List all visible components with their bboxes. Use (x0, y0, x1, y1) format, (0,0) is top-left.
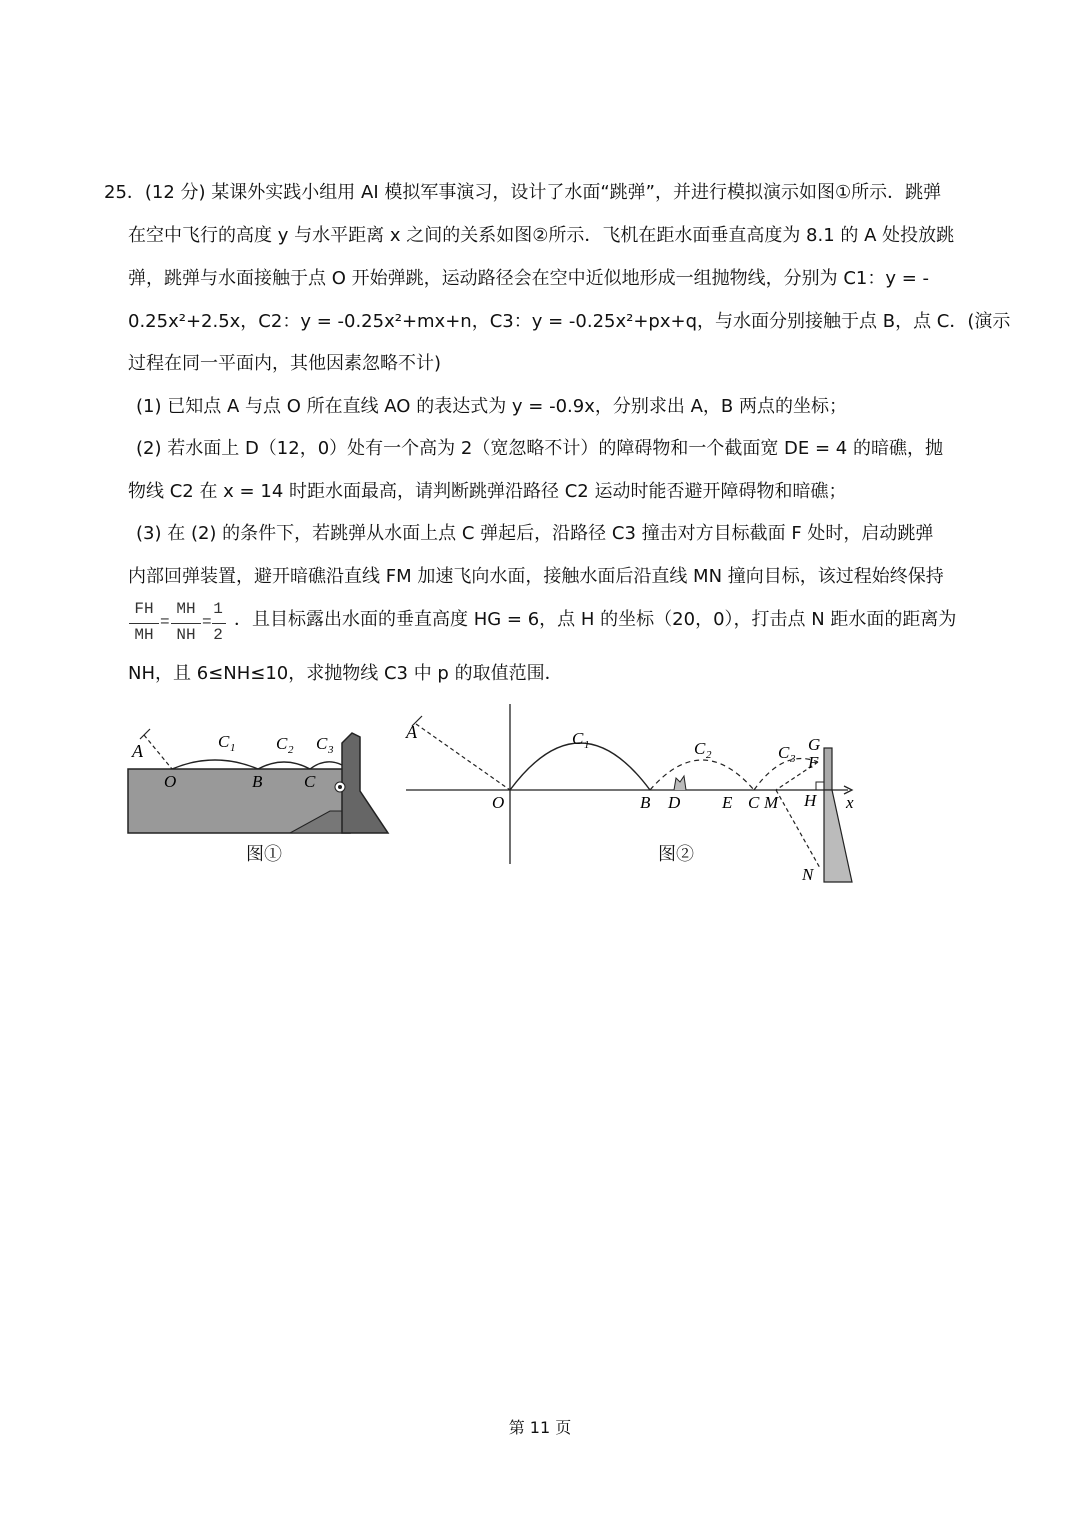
label-c1: C (218, 732, 230, 751)
curve-c1 (510, 743, 650, 790)
label-a: A (406, 722, 417, 742)
label-c: C (304, 772, 316, 791)
label-c2-sub: 2 (288, 744, 294, 756)
line-ao-dashed (416, 724, 510, 790)
question-line-5: 过程在同一平面内，其他因素忽略不计) (128, 353, 442, 374)
question-part-3: (3) 在 (2) 的条件下，若跳弹从水面上点 C 弹起后，沿路径 C3 撞击对方目标截面 F 处时，启动跳弹 (136, 523, 934, 544)
arc-c3 (310, 762, 342, 769)
figure-2-caption: 图② (658, 844, 694, 864)
question-line-1: 25．(12 分) 某课外实践小组用 AI 模拟军事演习，设计了水面“跳弹”，并进行模拟演示如图①所示．跳弹 (104, 182, 942, 203)
label-x: x (846, 793, 854, 812)
fraction-3-bar (212, 623, 226, 624)
question-part-1: (1) 已知点 A 与点 O 所在直线 AO 的表达式为 y = -0.9x，分别求出 A，B 两点的坐标； (136, 396, 847, 417)
page-number: 第 11 页 (508, 1418, 572, 1437)
question-part-3-cont-3: NH，且 6≤NH≤10，求抛物线 C3 中 p 的取值范围． (128, 663, 563, 684)
equals-sign-2: = (202, 613, 212, 631)
question-part-3-cont: 内部回弹装置，避开暗礁沿直线 FM 加速飞向水面，接触水面后沿直线 MN 撞向目标，该过程始终保持 (128, 566, 944, 587)
label-g: G (808, 735, 821, 754)
ratio-expression (128, 600, 238, 650)
question-line-2: 在空中飞行的高度 y 与水平距离 x 之间的关系如图②所示．飞机在距水面垂直高度为 8.1 的 A 处投放跳 (128, 225, 955, 246)
fraction-1-numerator: FH (134, 600, 154, 618)
gear-center-icon (338, 785, 342, 789)
label-a: A (132, 741, 143, 761)
figure-1 (120, 715, 400, 845)
label-b: B (640, 793, 651, 812)
obstacle-icon (674, 776, 686, 790)
fraction-3-numerator: 1 (213, 600, 223, 618)
label-c: C (748, 793, 760, 812)
label-d: D (668, 793, 681, 812)
equals-sign-1: = (160, 613, 170, 631)
label-o: O (164, 772, 177, 791)
target-above-water (824, 748, 832, 790)
label-c2-sub: 2 (706, 749, 712, 761)
label-e: E (722, 793, 733, 812)
label-o: O (492, 793, 505, 812)
label-c2: C (694, 739, 706, 758)
question-part-3-cont-2: ．且目标露出水面的垂直高度 HG = 6，点 H 的坐标（20，0），打击点 N 距水面的距离为 (234, 609, 957, 630)
label-c1: C (572, 729, 584, 748)
label-f: F (808, 753, 819, 772)
label-c1-sub: 1 (230, 742, 236, 754)
fraction-2-bar (171, 623, 201, 624)
label-c2: C (276, 734, 288, 753)
fraction-1-denominator: MH (134, 626, 154, 644)
fraction-2-denominator: NH (176, 626, 196, 644)
arc-c1 (172, 760, 258, 769)
label-m: M (764, 793, 779, 812)
fraction-3-denominator: 2 (213, 626, 223, 644)
plane-mark (140, 729, 150, 739)
curve-c2-dashed (650, 760, 754, 790)
fraction-1-bar (129, 623, 159, 624)
label-c3-sub: 3 (790, 753, 796, 765)
question-line-4: 0.25x²+2.5x，C2：y = -0.25x²+mx+n，C3：y = -0.25x²+px+q，与水面分别接触于点 B，点 C．(演示 (128, 311, 1011, 332)
label-c3: C (316, 734, 328, 753)
label-c3: C (778, 743, 790, 762)
question-part-2-cont: 物线 C2 在 x = 14 时距水面最高，请判断跳弹沿路径 C2 运动时能否避开障碍物和暗礁； (128, 481, 847, 502)
question-part-2: (2) 若水面上 D（12，0）处有一个高为 2（宽忽略不计）的障碍物和一个截面宽 DE = 4 的暗礁，抛 (136, 438, 943, 459)
target-structure (342, 733, 388, 833)
label-n: N (802, 865, 814, 884)
arc-c2 (258, 762, 310, 769)
fraction-2-numerator: MH (176, 600, 196, 618)
figure-2 (400, 700, 870, 890)
label-c1-sub: 1 (584, 739, 590, 751)
question-line-3: 弹，跳弹与水面接触于点 O 开始弹跳，运动路径会在空中近似地形成一组抛物线，分别为 C1：y = - (128, 268, 930, 289)
label-h: H (804, 791, 817, 810)
right-angle-mark (816, 782, 824, 790)
entry-line-dashed (144, 735, 172, 769)
label-b: B (252, 772, 263, 791)
label-c3-sub: 3 (328, 744, 334, 756)
figure-1-caption: 图① (246, 844, 282, 864)
